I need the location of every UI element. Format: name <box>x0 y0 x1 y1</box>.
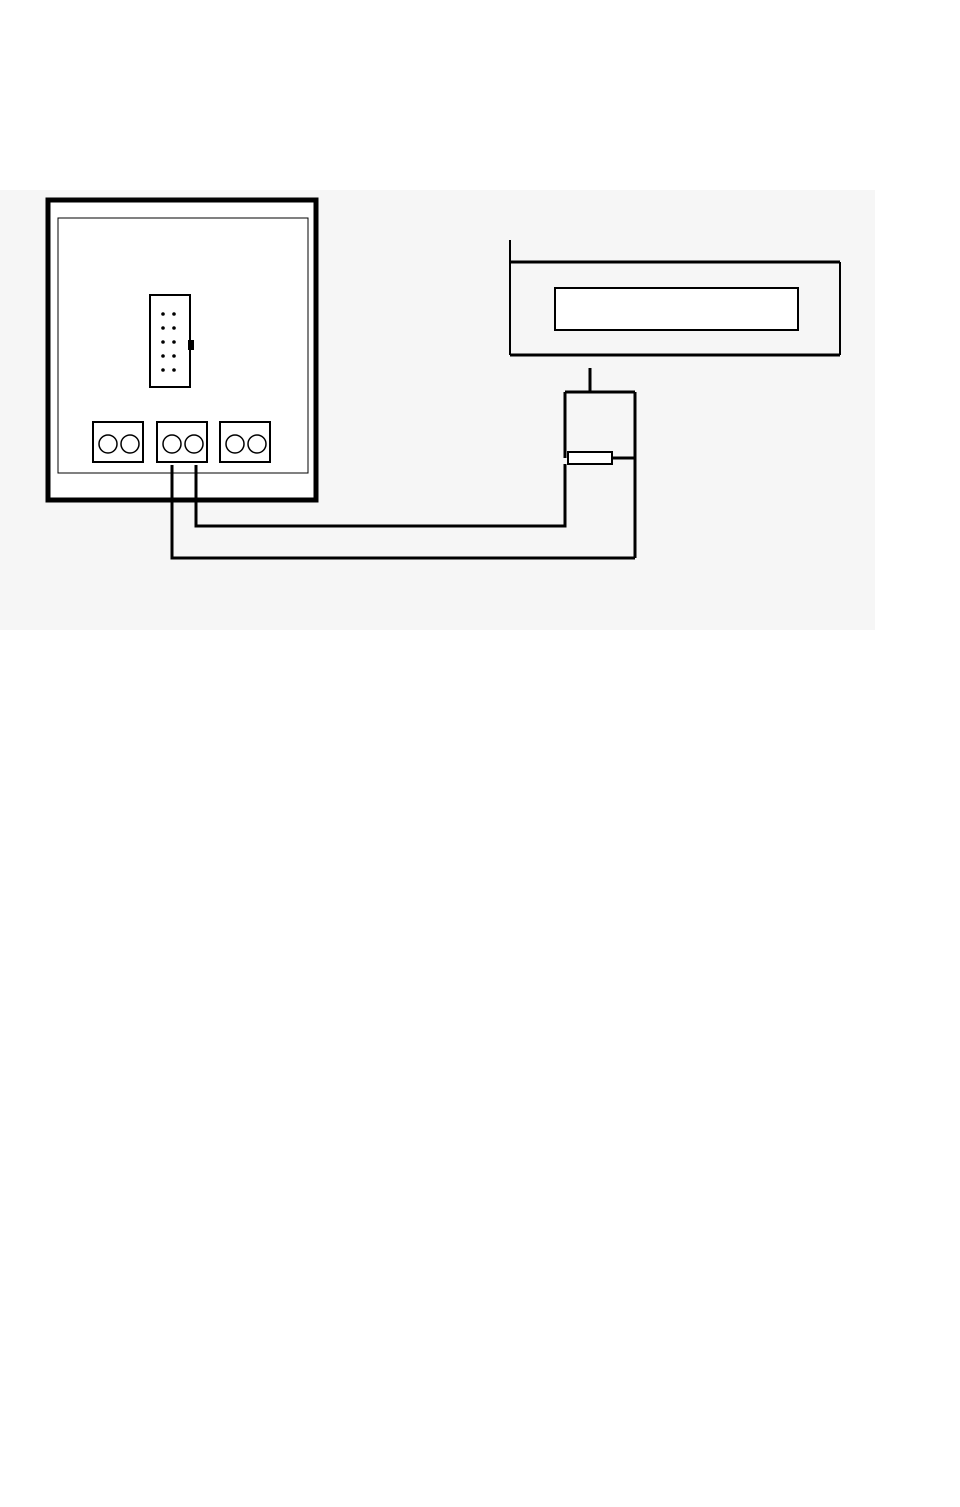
paragraph-activation <box>4 826 956 857</box>
internal-connector <box>150 295 190 387</box>
bottom-terminals <box>93 422 270 462</box>
wiring-diagram <box>0 190 960 635</box>
heatpump-terminal-board <box>48 200 316 500</box>
